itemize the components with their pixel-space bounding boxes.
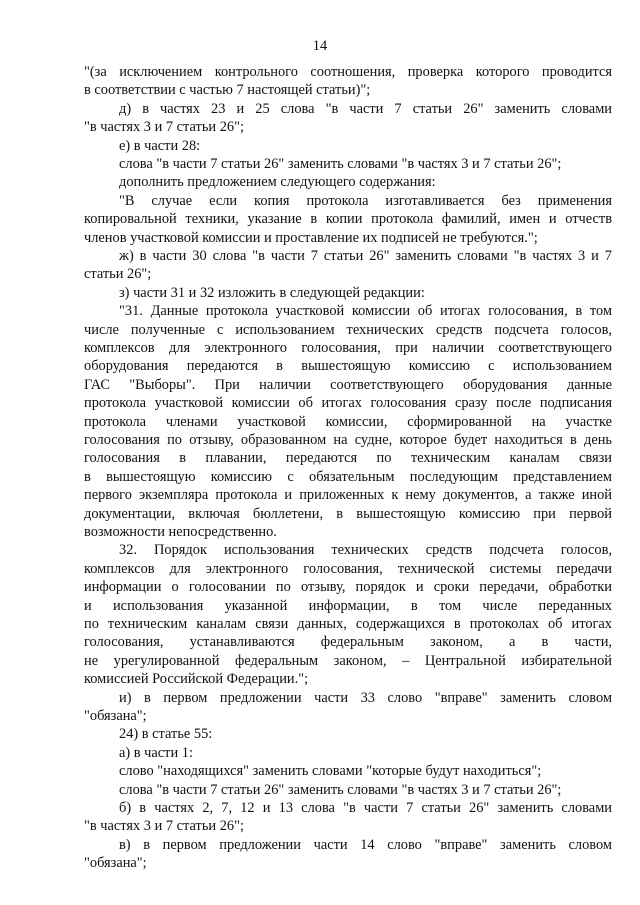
text-line: в) в первом предложении части 14 слово "вправе" заменить словом — [119, 836, 612, 853]
text-line: 24) в статье 55: — [119, 726, 213, 743]
text-line: б) в частях 2, 7, 12 и 13 слова "в части 7 статьи 26" заменить словами — [119, 800, 612, 816]
text-line: "(за исключением контрольного соотношения, проверка которого проводится — [84, 64, 612, 80]
text-line: ж) в части 30 слова "в части 7 статьи 26" заменить словами "в частях 3 и 7 — [119, 248, 612, 264]
page-number: 14 — [312, 38, 328, 54]
text-line: е) в части 28: — [119, 137, 201, 154]
text-line: голосования в плавании, передаются по техническим каналам связи — [84, 450, 612, 467]
text-line: комплексов для электронного голосования, технической системы передачи — [84, 560, 612, 577]
text-line: первого экземпляра протокола и приложенных к нему документов, а также иной — [84, 487, 612, 504]
text-line: документации, включая бюллетени, в вышестоящую комиссию при первой — [84, 505, 612, 522]
text-line: д) в частях 23 и 25 слова "в части 7 статьи 26" заменить словами — [119, 100, 612, 117]
text-line: числе полученные с использованием технических средств подсчета голосов, — [84, 321, 612, 338]
text-line: не урегулированной федеральным законом, – Центральной избирательной — [84, 652, 612, 669]
text-line: "обязана"; — [84, 855, 147, 872]
text-line: з) части 31 и 32 изложить в следующей редакции: — [119, 284, 425, 301]
text-line: "в частях 3 и 7 статьи 26"; — [84, 119, 244, 136]
text-line: в вышестоящую комиссию с обязательным последующим представлением — [84, 468, 612, 485]
text-line: "31. Данные протокола участковой комиссии об итогах голосования, в том — [119, 303, 612, 320]
text-line: оборудования передаются в вышестоящую комиссию с использованием — [84, 358, 612, 375]
text-line: ГАС "Выборы". При наличии соответствующего оборудования данные — [84, 376, 612, 393]
text-line: и использования указанной информации, в том числе переданных — [84, 597, 612, 614]
text-line: по техническим каналам связи данных, содержащихся в протоколах об итогах — [84, 616, 612, 632]
text-line: "в частях 3 и 7 статьи 26"; — [84, 818, 244, 835]
text-line: возможности непосредственно. — [84, 524, 277, 540]
text-line: и) в первом предложении части 33 слово "вправе" заменить словом — [119, 689, 612, 706]
text-line: комиссией Российской Федерации."; — [84, 671, 309, 688]
text-line: статьи 26"; — [84, 266, 152, 283]
text-line: голосования, устанавливаются федеральным законом, а в части, — [84, 634, 612, 651]
text-line: протокола членами участковой комиссии, сформированной на участке — [84, 413, 612, 430]
text-line: информации о голосовании по отзыву, порядок и сроки передачи, обработки — [84, 579, 612, 596]
text-line: слово "находящихся" заменить словами "которые будут находиться"; — [119, 763, 542, 780]
text-line: слова "в части 7 статьи 26" заменить словами "в частях 3 и 7 статьи 26"; — [119, 781, 562, 798]
text-line: слова "в части 7 статьи 26" заменить словами "в частях 3 и 7 статьи 26"; — [119, 156, 562, 172]
text-line: членов участковой комиссии и проставление их подписей не требуются."; — [84, 229, 538, 246]
text-line: "В случае если копия протокола изготавливается без применения — [119, 192, 612, 209]
text-line: копировальной техники, указание в копии протокола фамилий, имен и отчеств — [84, 211, 612, 228]
text-line: дополнить предложением следующего содержания: — [119, 174, 436, 191]
text-line: комплексов для электронного голосования, при наличии соответствующего — [84, 340, 612, 356]
text-line: 32. Порядок использования технических средств подсчета голосов, — [119, 542, 612, 559]
text-line: в соответствии с частью 7 настоящей статьи)"; — [84, 82, 371, 99]
text-line: голосования по отзыву, образованном на судне, которое будет находиться в день — [84, 432, 612, 448]
text-line: а) в части 1: — [119, 744, 193, 761]
text-line: "обязана"; — [84, 708, 147, 724]
text-line: протокола участковой комиссии об итогах голосования сразу после подписания — [84, 395, 612, 412]
